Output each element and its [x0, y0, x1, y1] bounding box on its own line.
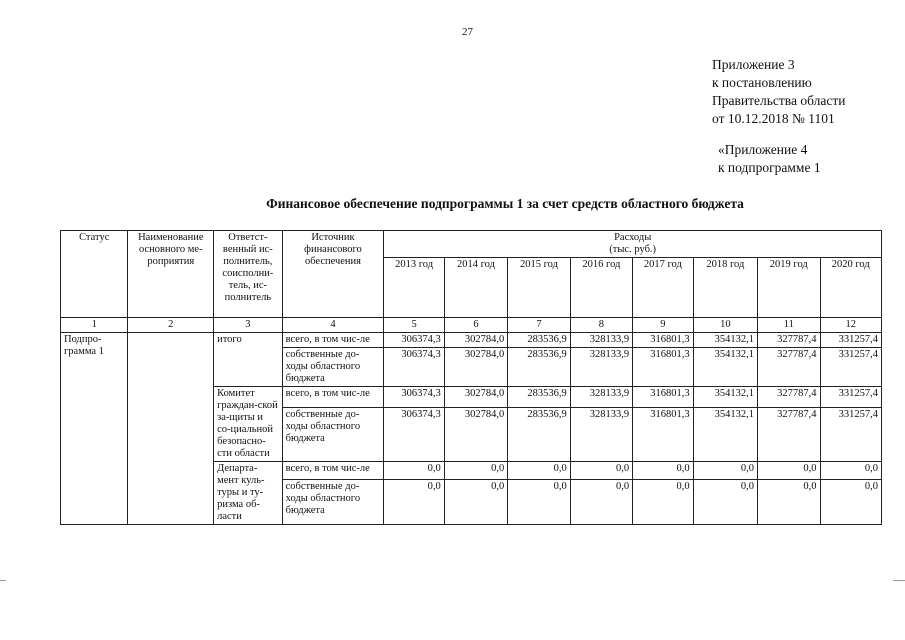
header-year: 2014 год [444, 258, 507, 318]
value-cell: 327787,4 [758, 348, 820, 387]
source-cell: собственные до-ходы областного бюджета [282, 407, 384, 461]
value-cell: 283536,9 [508, 348, 570, 387]
column-number-row [61, 318, 882, 333]
header-expenses-label: Расходы [614, 232, 652, 243]
value-cell: 328133,9 [570, 348, 632, 387]
header-year: 2018 год [693, 258, 757, 318]
value-cell: 327787,4 [758, 333, 820, 348]
value-cell: 0,0 [693, 479, 757, 525]
value-cell: 302784,0 [444, 407, 507, 461]
appendix-block [712, 56, 845, 128]
value-cell: 0,0 [758, 462, 820, 480]
header-source: Источник финансового обеспечения [282, 231, 384, 318]
value-cell: 0,0 [693, 462, 757, 480]
header-year: 2017 год [633, 258, 693, 318]
value-cell: 331257,4 [820, 407, 882, 461]
header-measure: Наименование основного ме-роприятия [128, 231, 214, 318]
column-number: 6 [444, 318, 507, 333]
header-status: Статус [61, 231, 128, 318]
value-cell: 0,0 [570, 479, 632, 525]
appendix2-block [718, 141, 821, 177]
scan-mark-right [893, 580, 905, 581]
value-cell: 0,0 [820, 479, 882, 525]
value-cell: 327787,4 [758, 407, 820, 461]
column-number: 11 [758, 318, 820, 333]
column-number: 9 [633, 318, 693, 333]
header-year: 2015 год [508, 258, 570, 318]
column-number: 1 [61, 318, 128, 333]
value-cell: 0,0 [820, 462, 882, 480]
column-number: 8 [570, 318, 632, 333]
appendix-line: к постановлению [712, 75, 812, 90]
document-title: Финансовое обеспечение подпрограммы 1 за счет средств областного бюджета [266, 196, 744, 211]
value-cell: 316801,3 [633, 387, 693, 408]
column-number: 5 [384, 318, 444, 333]
appendix2-line: к подпрограмме 1 [718, 160, 821, 175]
value-cell: 354132,1 [693, 333, 757, 348]
value-cell: 302784,0 [444, 333, 507, 348]
header-row [61, 231, 882, 258]
value-cell: 306374,3 [384, 387, 444, 408]
value-cell: 331257,4 [820, 333, 882, 348]
value-cell: 0,0 [570, 462, 632, 480]
executor-cell: Департа-мент куль-туры и ту-ризма об-ласти [214, 462, 283, 525]
header-expenses-unit: (тыс. руб.) [609, 244, 657, 255]
value-cell: 328133,9 [570, 387, 632, 408]
column-number: 10 [693, 318, 757, 333]
value-cell: 283536,9 [508, 333, 570, 348]
value-cell: 316801,3 [633, 333, 693, 348]
header-executor: Ответст-венный ис-полнитель, соисполни-тель, ис-полнитель [214, 231, 283, 318]
header-year: 2013 год [384, 258, 444, 318]
column-number: 7 [508, 318, 570, 333]
executor-cell: Комитет граждан-ской за-щиты и со-циальной безопасно-сти области [214, 387, 283, 462]
table-row [61, 333, 882, 348]
status-cell: Подпро-грамма 1 [61, 333, 128, 525]
header-year: 2016 год [570, 258, 632, 318]
value-cell: 331257,4 [820, 387, 882, 408]
value-cell: 0,0 [444, 462, 507, 480]
value-cell: 306374,3 [384, 333, 444, 348]
source-cell: всего, в том чис-ле [282, 333, 384, 348]
value-cell: 354132,1 [693, 407, 757, 461]
appendix-line: Правительства области [712, 93, 846, 108]
value-cell: 328133,9 [570, 333, 632, 348]
value-cell: 302784,0 [444, 348, 507, 387]
header-expenses [384, 231, 882, 258]
budget-table [60, 230, 882, 525]
value-cell: 0,0 [384, 479, 444, 525]
value-cell: 283536,9 [508, 407, 570, 461]
scan-mark-left [0, 580, 6, 581]
source-cell: всего, в том чис-ле [282, 462, 384, 480]
source-cell: всего, в том чис-ле [282, 387, 384, 408]
value-cell: 316801,3 [633, 348, 693, 387]
value-cell: 331257,4 [820, 348, 882, 387]
executor-cell: итого [214, 333, 283, 387]
value-cell: 283536,9 [508, 387, 570, 408]
column-number: 3 [214, 318, 283, 333]
value-cell: 0,0 [508, 462, 570, 480]
column-number: 12 [820, 318, 882, 333]
value-cell: 327787,4 [758, 387, 820, 408]
appendix-line: от 10.12.2018 № 1101 [712, 111, 835, 126]
column-number: 4 [282, 318, 384, 333]
header-year: 2019 год [758, 258, 820, 318]
value-cell: 0,0 [384, 462, 444, 480]
measure-cell [128, 333, 214, 525]
source-cell: собственные до-ходы областного бюджета [282, 348, 384, 387]
value-cell: 0,0 [633, 462, 693, 480]
value-cell: 306374,3 [384, 348, 444, 387]
value-cell: 306374,3 [384, 407, 444, 461]
value-cell: 328133,9 [570, 407, 632, 461]
appendix2-line: «Приложение 4 [718, 142, 808, 157]
page-number: 27 [462, 26, 473, 38]
header-year: 2020 год [820, 258, 882, 318]
source-cell: собственные до-ходы областного бюджета [282, 479, 384, 525]
value-cell: 0,0 [444, 479, 507, 525]
value-cell: 354132,1 [693, 348, 757, 387]
appendix-line: Приложение 3 [712, 57, 795, 72]
value-cell: 316801,3 [633, 407, 693, 461]
column-number: 2 [128, 318, 214, 333]
value-cell: 302784,0 [444, 387, 507, 408]
value-cell: 0,0 [633, 479, 693, 525]
value-cell: 0,0 [758, 479, 820, 525]
value-cell: 0,0 [508, 479, 570, 525]
value-cell: 354132,1 [693, 387, 757, 408]
